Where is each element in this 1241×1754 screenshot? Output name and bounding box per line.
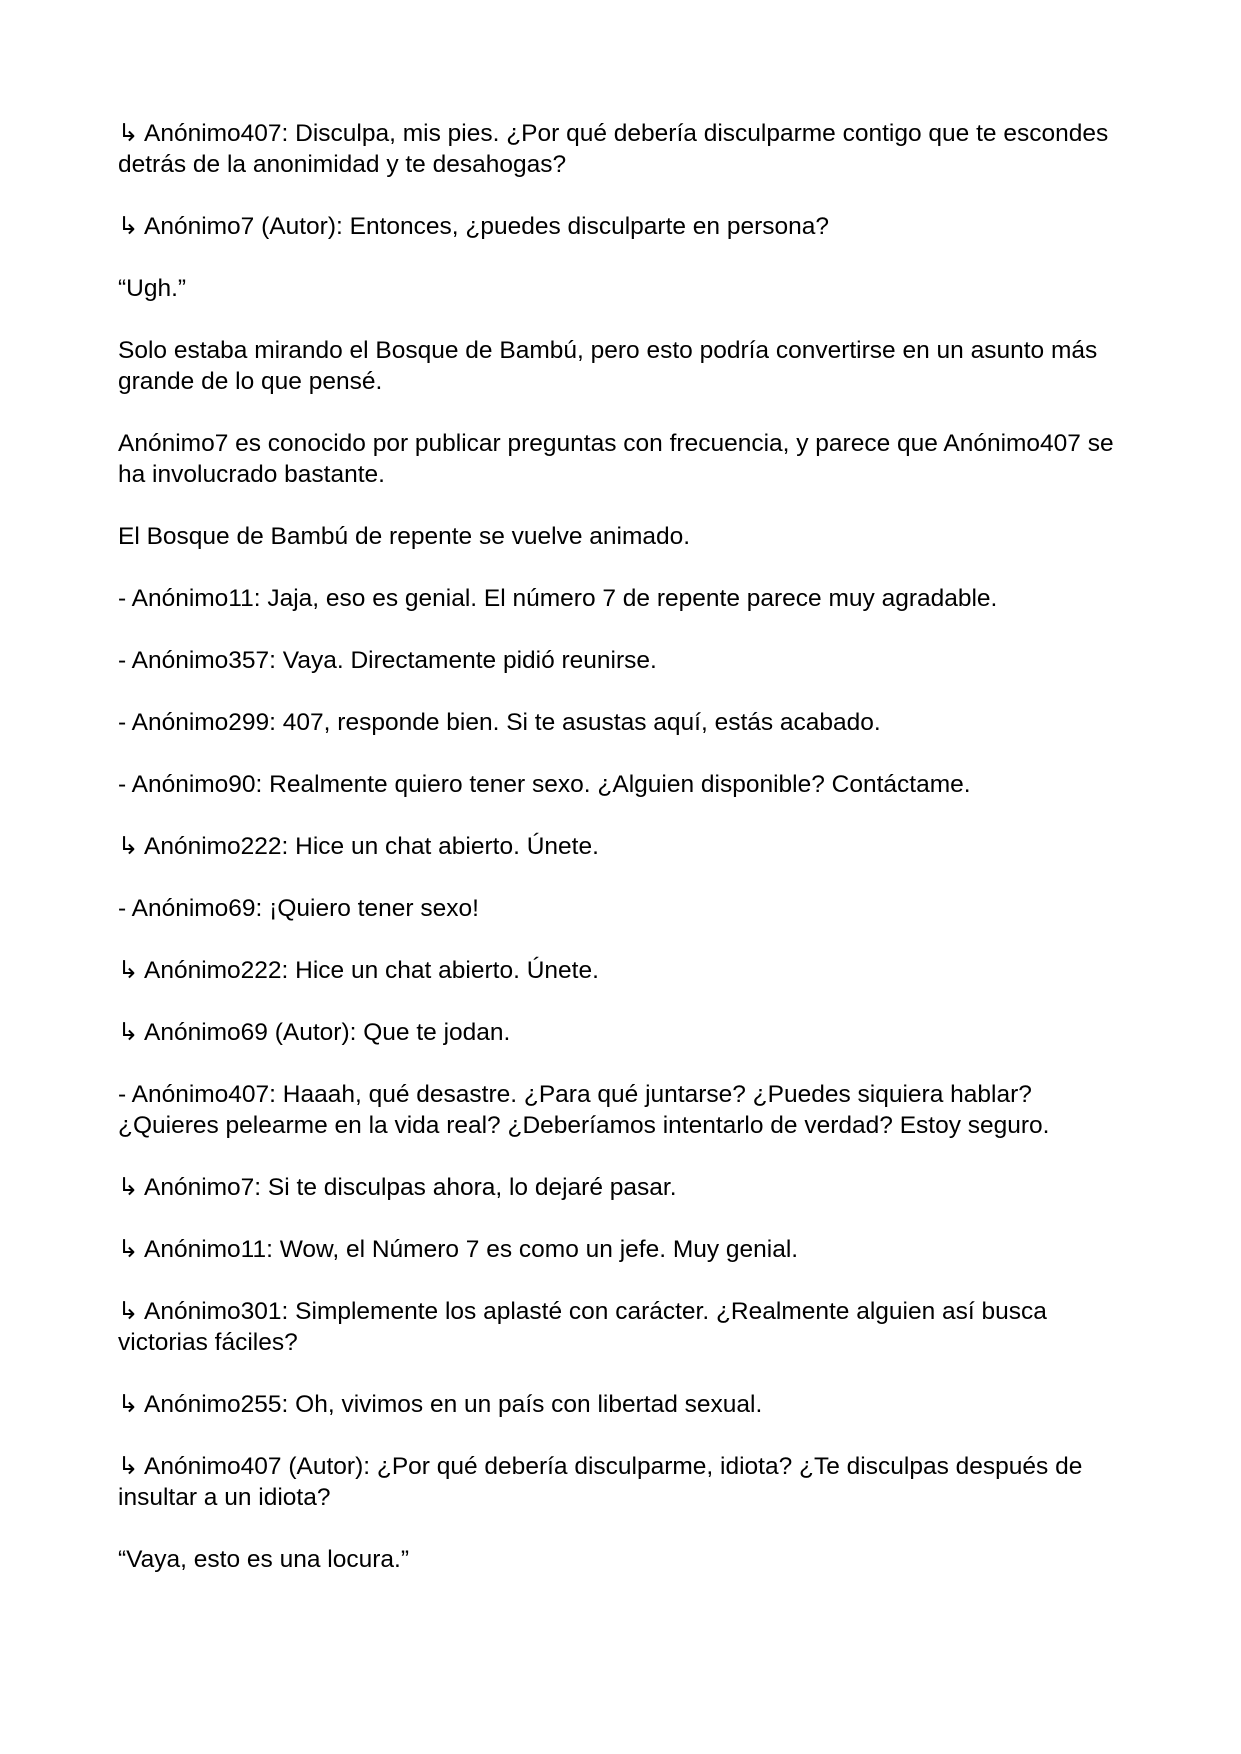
paragraph-comment-299: - Anónimo299: 407, responde bien. Si te asustas aquí, estás acabado.	[118, 709, 881, 736]
paragraph-closing-quote: “Vaya, esto es una locura.”	[118, 1546, 409, 1573]
paragraph-reply-69-author: ↳ Anónimo69 (Autor): Que te jodan.	[118, 1019, 511, 1046]
paragraph-comment-357: - Anónimo357: Vaya. Directamente pidió reunirse.	[118, 647, 657, 674]
paragraph-narration-1: Solo estaba mirando el Bosque de Bambú, pero esto podría convertirse en un asunto más grande de lo que pensé.	[118, 337, 1098, 395]
paragraph-reply-222-a: ↳ Anónimo222: Hice un chat abierto. Únete.	[118, 833, 599, 860]
paragraph-reply-407: ↳ Anónimo407: Disculpa, mis pies. ¿Por qué debería disculparme contigo que te escondes detrás de la anonimidad y te desahogas?	[118, 120, 1109, 178]
paragraph-reply-11: ↳ Anónimo11: Wow, el Número 7 es como un jefe. Muy genial.	[118, 1236, 799, 1263]
paragraph-comment-90: - Anónimo90: Realmente quiero tener sexo. ¿Alguien disponible? Contáctame.	[118, 771, 971, 798]
document-body	[118, 118, 1128, 1606]
paragraph-reply-407-author: ↳ Anónimo407 (Autor): ¿Por qué debería disculparme, idiota? ¿Te disculpas después de insultar a un idiota?	[118, 1453, 1083, 1511]
paragraph-reply-222-b: ↳ Anónimo222: Hice un chat abierto. Únete.	[118, 957, 599, 984]
paragraph-reply-301: ↳ Anónimo301: Simplemente los aplasté con carácter. ¿Realmente alguien así busca victorias fáciles?	[118, 1298, 1047, 1356]
paragraph-ugh: “Ugh.”	[118, 275, 187, 302]
paragraph-comment-69: - Anónimo69: ¡Quiero tener sexo!	[118, 895, 479, 922]
paragraph-narration-3: El Bosque de Bambú de repente se vuelve animado.	[118, 523, 691, 550]
paragraph-reply-7: ↳ Anónimo7: Si te disculpas ahora, lo dejaré pasar.	[118, 1174, 677, 1201]
paragraph-reply-255: ↳ Anónimo255: Oh, vivimos en un país con libertad sexual.	[118, 1391, 763, 1418]
paragraph-narration-2: Anónimo7 es conocido por publicar preguntas con frecuencia, y parece que Anónimo407 se ha involucrado bastante.	[118, 430, 1114, 488]
paragraph-comment-407: - Anónimo407: Haaah, qué desastre. ¿Para qué juntarse? ¿Puedes siquiera hablar? ¿Quieres pelearme en la vida real? ¿Deberíamos intentarlo de verdad? Estoy seguro.	[118, 1081, 1050, 1139]
paragraph-comment-11: - Anónimo11: Jaja, eso es genial. El número 7 de repente parece muy agradable.	[118, 585, 998, 612]
paragraph-reply-7-author: ↳ Anónimo7 (Autor): Entonces, ¿puedes disculparte en persona?	[118, 213, 830, 240]
